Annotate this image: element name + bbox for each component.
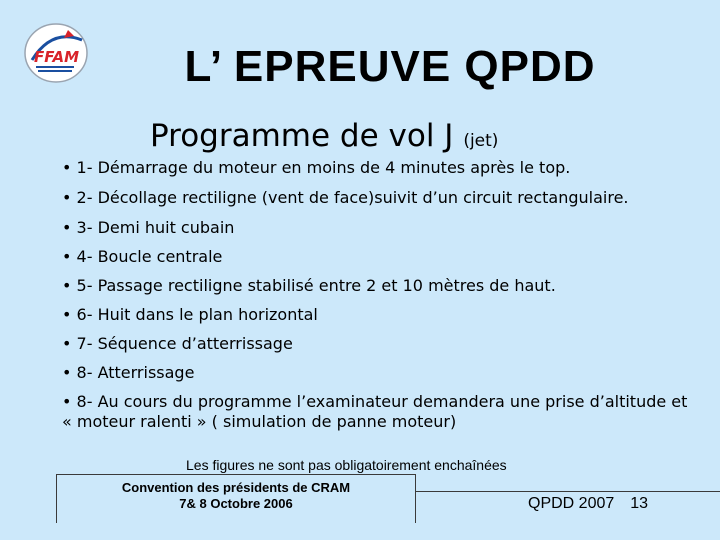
list-item: • 2- Décollage rectiligne (vent de face)suivit d’un circuit rectangulaire.: [62, 188, 629, 207]
footer-divider: [416, 491, 720, 492]
list-item: • 5- Passage rectiligne stabilisé entre 2 et 10 mètres de haut.: [62, 276, 556, 295]
program-list: [62, 158, 702, 441]
footer-convention-box: [56, 474, 416, 523]
list-item: • 1- Démarrage du moteur en moins de 4 minutes après le top.: [62, 158, 571, 177]
footer-right: [528, 495, 648, 513]
list-item: • 4- Boucle centrale: [62, 247, 223, 266]
slide-title: L’ EPREUVE QPDD: [184, 42, 596, 91]
slide-subtitle: [150, 118, 498, 154]
list-item: • 7- Séquence d’atterrissage: [62, 334, 293, 353]
footer-line1: Convention des présidents de CRAM: [121, 480, 351, 495]
list-item: • 8- Au cours du programme l’examinateur demandera une prise d’altitude et « moteur ralenti » ( simulation de panne moteur): [62, 392, 688, 431]
footer-line2: 7& 8 Octobre 2006: [179, 496, 293, 511]
list-item: • 6- Huit dans le plan horizontal: [62, 305, 318, 324]
subtitle-main: Programme de vol J: [150, 118, 454, 154]
subtitle-small: (jet): [463, 131, 499, 151]
list-item: • 3- Demi huit cubain: [62, 218, 235, 237]
figures-note: Les figures ne sont pas obligatoirement enchaînées: [186, 457, 507, 473]
page-number: 13: [630, 495, 649, 512]
list-item: • 8- Atterrissage: [62, 363, 195, 382]
footer-label: QPDD 2007: [528, 495, 615, 512]
svg-text:FFAM: FFAM: [34, 48, 80, 66]
